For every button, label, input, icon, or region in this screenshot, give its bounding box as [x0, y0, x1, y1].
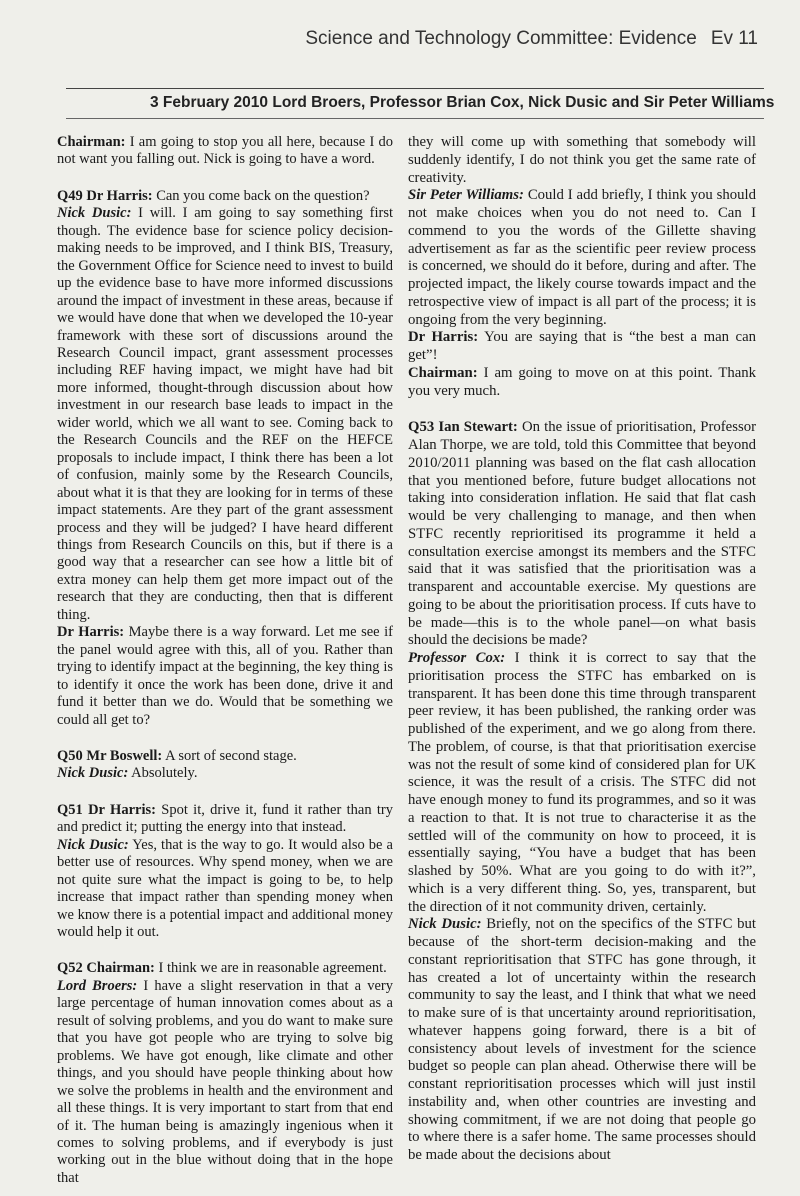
- session-line: 3 February 2010 Lord Broers, Professor Brian Cox, Nick Dusic and Sir Peter Williams: [150, 94, 775, 111]
- running-head: [305, 28, 758, 50]
- paragraph-text: Spot it, drive it, fund it rather than try and predict it; putting the energy into that instead.: [57, 801, 394, 836]
- page-number: Ev 11: [710, 28, 758, 49]
- speaker-name: Q49 Dr Harris:: [57, 187, 153, 204]
- speaker-name: Nick Dusic:: [57, 836, 129, 853]
- paragraph-text: Maybe there is a way forward. Let me see if the panel would agree with this, all of you. Rather than trying to identify impact at the beginning, the key thing is to identify it once the work has been done, drive it and fund it better than we do. Would that be something we could all get to?: [57, 624, 393, 728]
- paragraph: [57, 205, 393, 624]
- paragraph-text: A sort of second stage.: [165, 747, 297, 764]
- paragraph: [57, 802, 393, 837]
- header-rule-bottom: [66, 118, 764, 119]
- paragraph-text: Could I add briefly, I think you should not make choices when you do not need to. Can I commend to you the words of the Gillette shaving advertisement as far as the scientific peer review process is concerned, we should do it before, during and after. The projected impact, the likely course towards impact and the retrospective view of impact is all part of the process; it is ongoing from the very beginning.: [408, 187, 756, 328]
- speaker-name: Q50 Mr Boswell:: [57, 747, 163, 764]
- paragraph-text: Can you come back on the question?: [156, 187, 370, 204]
- paragraph: [57, 188, 393, 205]
- paragraph: [57, 134, 393, 169]
- speaker-name: Professor Cox:: [408, 650, 506, 666]
- header-rule-top: [66, 88, 764, 89]
- speaker-name: Q53 Ian Stewart:: [408, 419, 518, 436]
- speaker-name: Nick Dusic:: [57, 205, 132, 222]
- paragraph-text: I think it is correct to say that the prioritisation process the STFC has embarked on is transparent. It has been done this time through transparent peer review, it has been published, the ranking order was published of the experiment, and we go along from there. The problem, of course, is that that prioritisation exercise was not the result of some kind of considered plan for UK science, it was the result of a crisis. The STFC did not have enough money to fund its programmes, and so it was a reaction to that. It is not true to characterise it as the settled will of the community on how to proceed, it is essentially saying, “You have a budget that has been slashed by 50%. What are you going to do with it?”, which is a very different thing. So, yes, transparent, but the direction of it not community driven, certainly.: [408, 650, 756, 915]
- paragraph: [57, 765, 393, 782]
- paragraph-text: they will come up with something that somebody will suddenly identify, I do not think you get the same rate of creativity.: [408, 134, 756, 186]
- paragraph-text: I am going to move on at this point. Thank you very much.: [408, 364, 757, 399]
- paragraph-text: I think we are in reasonable agreement.: [158, 960, 387, 977]
- paragraph: [408, 187, 756, 329]
- left-column: [57, 134, 393, 1187]
- paragraph: [57, 837, 393, 942]
- paragraph: [57, 624, 393, 729]
- speaker-name: Lord Broers:: [57, 977, 138, 994]
- paragraph-text: I will. I am going to say something first though. The evidence base for science policy decision-making needs to be improved, and I think BIS, Treasury, the Government Office for Science need to invest to build up the evidence base to have more informed discussions around the impact of investment in these areas, because if we would have done that when we developed the 10-year framework with these sort of discussions around the Research Council impact, grant assessment processes including REF having impact, we might have had bit more informed, thought-through discussion about how investment in our research base leads to impact in the wider world, which we all want to see. Coming back to the Research Councils and the REF on the HEFCE proposals to include impact, I think there has been a lot of confusion, mainly some by the Research Councils, about what it is that they are looking for in terms of these impact statements. Are they part of the grant assessment process and they will be judged? I have heard different things from Research Councils on this, but if there is a good way that a researcher can see how a little bit of extra money can help them get more impact out of the research that they are conducting, then that is different thing.: [57, 205, 394, 623]
- speaker-name: Nick Dusic:: [57, 765, 129, 782]
- paragraph: [408, 650, 756, 916]
- right-column: [408, 134, 756, 1165]
- paragraph: [408, 419, 756, 650]
- paragraph-text: Absolutely.: [131, 765, 198, 782]
- paragraph-text: Briefly, not on the specifics of the STFC but because of the short-term decision-making and the constant reprioritisation that STFC has gone through, it has created a lot of uncertainty within the research community to say the least, and I think that what we need to make sure of is that uncertainty around reprioritisation, whatever happens going forward, there is a bit of consistency about levels of investment for the science budget so people can plan ahead. Otherwise there will be constant reprioritisation processes which will just instil instability and, when other countries are investing and showing commitment, if we are not doing that people go to where there is a safer home. The same processes should be made about the decisions about: [408, 916, 756, 1163]
- speaker-name: Q51 Dr Harris:: [57, 801, 156, 818]
- paragraph: [57, 960, 393, 977]
- speaker-name: Dr Harris:: [57, 624, 125, 641]
- paragraph-text: On the issue of prioritisation, Professor Alan Thorpe, we are told, told this Committee that beyond 2010/2011 planning was based on the flat cash allocation that you mentioned before, future budget allocations not taking into consideration inflation. He said that flat cash would be very challenging to manage, and then when STFC recently reprioritised its programme it held a consultation exercise amongst its members and the STFC said that it was satisfied that the prioritisation was a transparent and accountable exercise. My questions are going to be about the prioritisation process. If cuts have to be made—this is to the whole panel—on what basis should the decisions be made?: [408, 419, 757, 649]
- paragraph: [57, 748, 393, 765]
- publication-title: Science and Technology Committee: Evidence: [305, 28, 697, 49]
- paragraph: [408, 134, 756, 187]
- speaker-name: Nick Dusic:: [408, 916, 482, 933]
- paragraph: [408, 916, 756, 1165]
- speaker-name: Sir Peter Williams:: [408, 187, 524, 204]
- paragraph: [57, 978, 393, 1187]
- speaker-name: Chairman:: [57, 134, 126, 150]
- speaker-name: Dr Harris:: [408, 329, 479, 346]
- speaker-name: Q52 Chairman:: [57, 960, 155, 977]
- paragraph: [408, 365, 756, 401]
- paragraph-text: I am going to stop you all here, because I do not want you falling out. Nick is going to have a word.: [57, 134, 394, 168]
- speaker-name: Chairman:: [408, 364, 478, 381]
- paragraph-text: You are saying that is “the best a man can get”!: [408, 329, 757, 363]
- paragraph-text: I have a slight reservation in that a very large percentage of human innovation comes about as a result of solving problems, and you do want to make sure that you have got people who are trying to solve big problems. We have got enough, like climate and other things, and you should have people thinking about how we solve the problems in health and the environment and all these things. It is very important to start from that end of it. The human being is amazingly ingenious when it comes to solving problems, and if everybody is just working out in the blue without doing that in the hope that: [57, 977, 393, 1186]
- paragraph-text: Yes, that is the way to go. It would also be a better use of resources. Why spend money, when we are not quite sure what the impact is going to be, to help increase that impact rather than spending money when we know there is a potential impact and additional money would help it out.: [57, 836, 393, 941]
- paragraph: [408, 329, 756, 365]
